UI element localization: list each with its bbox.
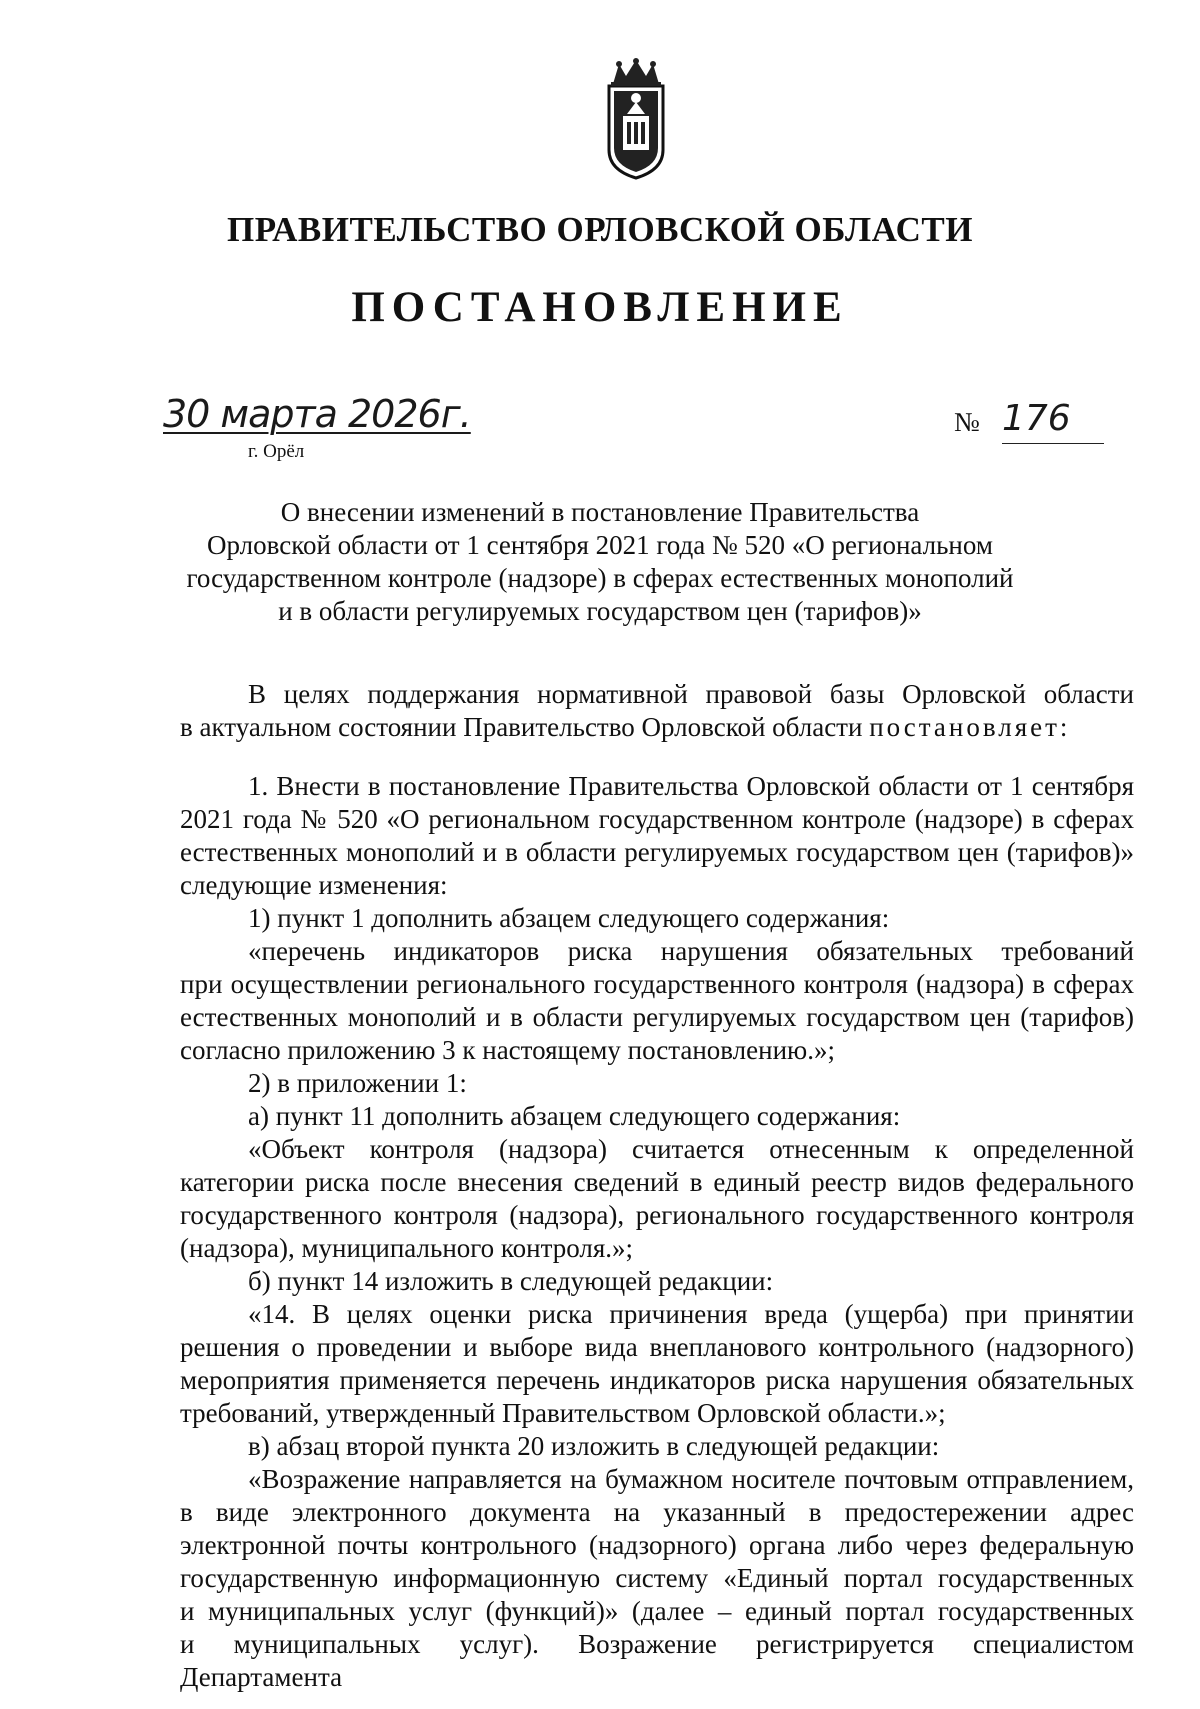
- organization-title: ПРАВИТЕЛЬСТВО ОРЛОВСКОЙ ОБЛАСТИ: [227, 210, 973, 249]
- handwritten-date: 30 марта 2026г.: [163, 392, 471, 436]
- preamble-line: В целях поддержания нормативной правовой базы Орловской области: [248, 679, 1134, 709]
- body-line: мероприятия применяется перечень индикаторов риска нарушения обязательных: [180, 1365, 1134, 1395]
- document-type-title: ПОСТАНОВЛЕНИЕ: [351, 284, 849, 331]
- body-line: «перечень индикаторов риска нарушения обязательных требований: [248, 936, 1134, 966]
- oryol-oblast-coat-of-arms-icon: [593, 58, 679, 182]
- body-line: электронной почты контрольного (надзорного) органа либо через федеральную: [180, 1530, 1134, 1560]
- body-line: в виде электронного документа на указанный в предостережении адрес: [180, 1497, 1134, 1527]
- body-line: 2021 года № 520 «О региональном государственном контроле (надзоре) в сферах: [180, 804, 1134, 834]
- body-line: при осуществлении регионального государственного контроля (надзора) в сферах: [180, 969, 1134, 999]
- decree-verb: постановляет:: [869, 712, 1071, 742]
- body-line: требований, утвержденный Правительством Орловской области.»;: [180, 1398, 946, 1428]
- body-line: решения о проведении и выборе вида внепланового контрольного (надзорного): [180, 1332, 1134, 1362]
- body-line: естественных монополий и в области регулируемых государством цен (тарифов)»: [180, 837, 1134, 867]
- subject-line: государственном контроле (надзоре) в сферах естественных монополий: [186, 563, 1014, 593]
- body-line: категории риска после внесения сведений в единый реестр видов федерального: [180, 1167, 1134, 1197]
- body-line: «Объект контроля (надзора) считается отнесенным к определенной: [248, 1134, 1134, 1164]
- city-label: г. Орёл: [248, 441, 305, 462]
- paragraph-gap: [180, 744, 1134, 770]
- document-body: [180, 678, 1134, 1694]
- body-line: 1) пункт 1 дополнить абзацем следующего содержания:: [248, 903, 890, 933]
- body-line: «Возражение направляется на бумажном носителе почтовым отправлением,: [248, 1464, 1134, 1494]
- body-line: 1. Внести в постановление Правительства Орловской области от 1 сентября: [248, 771, 1134, 801]
- body-line: б) пункт 14 изложить в следующей редакции:: [248, 1266, 774, 1296]
- body-line: и муниципальных услуг). Возражение регистрируется специалистом Департамента: [180, 1629, 1134, 1692]
- subject-line: и в области регулируемых государством цен (тарифов)»: [278, 596, 922, 626]
- body-line: 2) в приложении 1:: [248, 1068, 467, 1098]
- handwritten-number: 176: [1002, 397, 1104, 444]
- preamble-text: в актуальном состоянии Правительство Орловской области: [180, 712, 863, 742]
- document-subject: [150, 496, 1050, 628]
- subject-line: Орловской области от 1 сентября 2021 года № 520 «О региональном: [207, 530, 993, 560]
- body-line: в) абзац второй пункта 20 изложить в следующей редакции:: [248, 1431, 940, 1461]
- body-line: согласно приложению 3 к настоящему постановлению.»;: [180, 1035, 835, 1065]
- subject-line: О внесении изменений в постановление Правительства: [280, 497, 920, 527]
- preamble-line-final: [180, 711, 1134, 744]
- body-line: естественных монополий и в области регулируемых государством цен (тарифов): [180, 1002, 1134, 1032]
- body-line: следующие изменения:: [180, 870, 448, 900]
- body-line: (надзора), муниципального контроля.»;: [180, 1233, 634, 1263]
- number-sign: №: [954, 407, 980, 437]
- body-line: а) пункт 11 дополнить абзацем следующего содержания:: [248, 1101, 901, 1131]
- body-line: и муниципальных услуг (функций)» (далее – единый портал государственных: [180, 1596, 1134, 1626]
- body-line: «14. В целях оценки риска причинения вреда (ущерба) при принятии: [248, 1299, 1134, 1329]
- body-line: государственную информационную систему «Единый портал государственных: [180, 1563, 1134, 1593]
- body-line: государственного контроля (надзора), регионального государственного контроля: [180, 1200, 1134, 1230]
